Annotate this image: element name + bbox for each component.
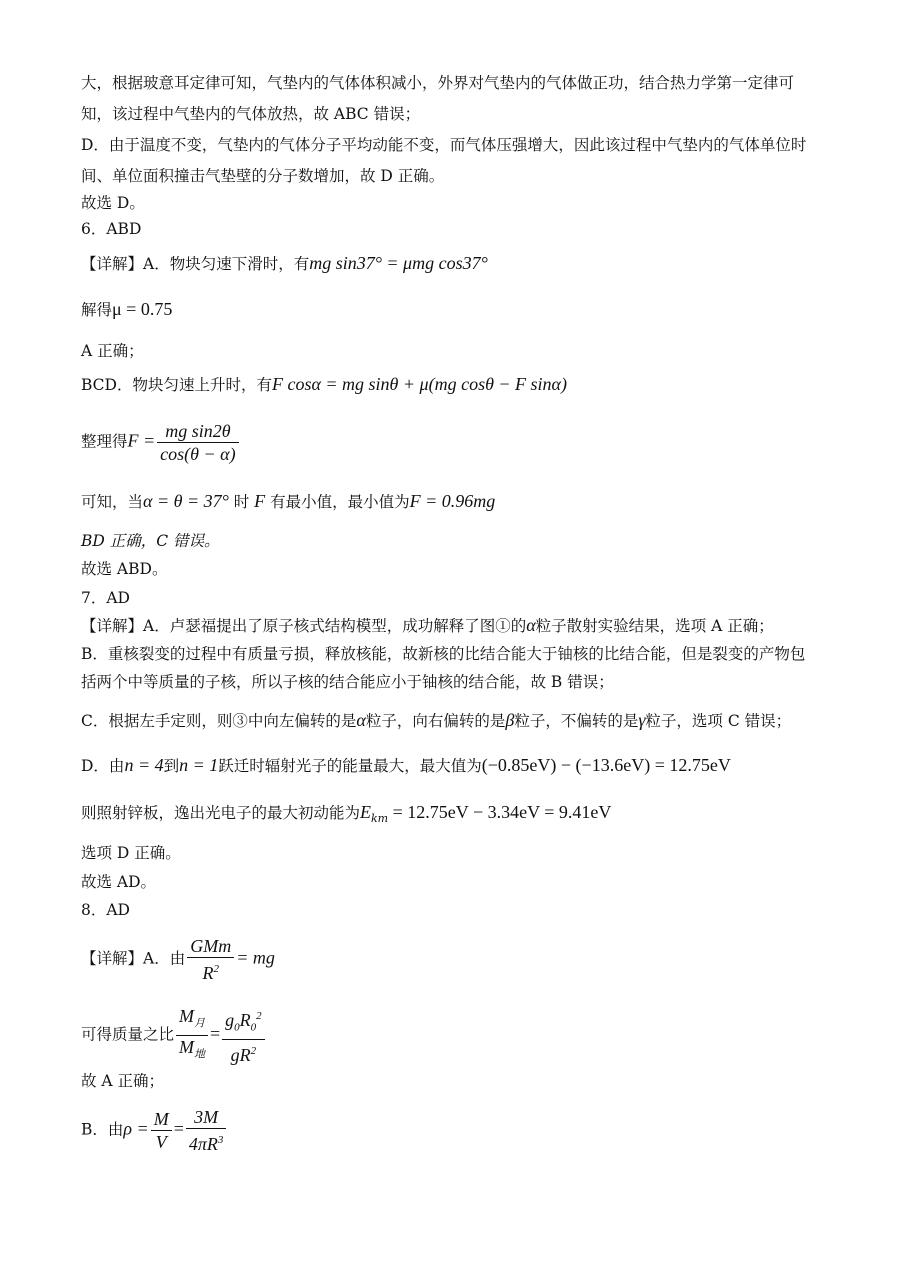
superscript: 2 xyxy=(250,1044,257,1057)
fraction xyxy=(157,420,238,465)
symbol: 4πR xyxy=(188,1134,218,1154)
symbol: F xyxy=(254,491,266,511)
text: D．由 xyxy=(81,757,125,775)
symbol: gR xyxy=(230,1044,251,1065)
q8-line-b xyxy=(81,1005,267,1066)
subscript: 0 xyxy=(250,1021,257,1034)
denominator xyxy=(176,1036,208,1066)
symbol: α xyxy=(526,615,536,635)
superscript: 2 xyxy=(256,1010,262,1022)
text: 解得 xyxy=(81,301,113,319)
text-line: B．重核裂变的过程中有质量亏损，释放核能，故新核的比结合能大于铀核的比结合能，但是裂变的产物包 xyxy=(81,645,806,663)
denominator: cos(θ − α) xyxy=(160,444,236,464)
text-line: 括两个中等质量的子核，所以子核的结合能应小于铀核的结合能，故 B 错误； xyxy=(81,673,614,691)
text: 【详解】A．卢瑟福提出了原子核式结构模型，成功解释了图①的 xyxy=(81,617,527,635)
equation: μ = 0.75 xyxy=(112,299,173,319)
equation: n = 4 xyxy=(124,755,164,775)
equation: mg sin37° = μmg cos37° xyxy=(309,253,488,273)
equation-lhs: F = xyxy=(127,430,156,451)
symbol: α xyxy=(356,710,366,730)
question-6-heading: 6．ABD xyxy=(81,220,142,238)
text-line: 大，根据玻意耳定律可知，气垫内的气体体积减小，外界对气垫内的气体做正功，结合热力学第一定律可 xyxy=(81,74,795,92)
symbol: γ xyxy=(638,710,646,730)
text: 可得质量之比 xyxy=(81,1025,175,1044)
equation: ρ = xyxy=(123,1118,149,1139)
text-line: 知，该过程中气垫内的气体放热，故 ABC 错误； xyxy=(81,105,421,123)
text: C．根据左手定则，则③中向左偏转的是 xyxy=(81,712,357,730)
text-line: 间、单位面积撞击气垫壁的分子数增加，故 D 正确。 xyxy=(81,167,445,185)
equation: F = 0.96mg xyxy=(409,491,496,511)
fraction xyxy=(176,1005,208,1065)
subscript: 0 xyxy=(234,1021,240,1034)
text: 粒子，选项 C 错误； xyxy=(645,712,792,730)
q6-line-e xyxy=(81,420,241,465)
equation: F cosα = mg sinθ + μ(mg cosθ − F sinα) xyxy=(271,374,567,394)
text: 整理得 xyxy=(81,432,128,451)
subscript: km xyxy=(371,812,389,826)
equals: = xyxy=(173,1118,184,1139)
symbol: E xyxy=(360,802,372,822)
superscript: 3 xyxy=(217,1134,224,1146)
q7-line-f xyxy=(81,801,611,830)
numerator: 3M xyxy=(186,1106,227,1129)
q7-line-d xyxy=(81,709,791,732)
denominator: V xyxy=(155,1132,167,1152)
q8-line-d xyxy=(81,1106,228,1155)
q6-line-b xyxy=(81,298,172,321)
numerator xyxy=(222,1005,265,1040)
numerator: M xyxy=(151,1108,172,1131)
text-line: 故选 D。 xyxy=(81,194,145,212)
text-line: A 正确； xyxy=(81,342,144,360)
text: B．由 xyxy=(81,1120,124,1139)
q8-line-a xyxy=(81,935,275,984)
symbol: M xyxy=(179,1006,195,1027)
text: 则照射锌板，逸出光电子的最大初动能为 xyxy=(81,804,361,822)
equals: = xyxy=(210,1023,221,1044)
text: 粒子散射实验结果，选项 A 正确； xyxy=(535,617,774,635)
superscript: 2 xyxy=(213,963,219,975)
subscript: 地 xyxy=(194,1048,206,1061)
q7-line-e xyxy=(81,754,731,777)
text-line: D．由于温度不变，气垫内的气体分子平均动能不变，而气体压强增大，因此该过程中气垫内的气体单位时 xyxy=(81,136,807,154)
q6-line-a xyxy=(81,252,488,275)
text-line: 故 A 正确； xyxy=(81,1072,165,1090)
fraction xyxy=(151,1108,172,1153)
text-line: 选项 D 正确。 xyxy=(81,844,181,862)
text-line: BD 正确，C 错误。 xyxy=(81,532,220,550)
text-line: 故选 ABD。 xyxy=(81,560,168,578)
q7-line-a xyxy=(81,614,774,637)
fraction xyxy=(186,1106,227,1155)
fraction xyxy=(222,1005,265,1066)
symbol: β xyxy=(505,710,515,730)
text: 粒子，不偏转的是 xyxy=(514,712,639,730)
fraction xyxy=(187,935,234,984)
denominator xyxy=(186,1129,227,1155)
numerator: mg sin2θ xyxy=(157,420,238,443)
question-7-heading: 7．AD xyxy=(81,589,130,607)
symbol: R xyxy=(239,1010,251,1030)
text: 有最小值，最小值为 xyxy=(265,493,410,511)
equation: = 12.75eV − 3.34eV = 9.41eV xyxy=(388,802,612,822)
equation: (−0.85eV) − (−13.6eV) = 12.75eV xyxy=(481,755,731,775)
equation: α = θ = 37° xyxy=(143,491,229,511)
symbol: g xyxy=(225,1010,235,1030)
text: 粒子，向右偏转的是 xyxy=(365,712,506,730)
text: BCD．物块匀速上升时，有 xyxy=(81,376,272,394)
equation: n = 1 xyxy=(179,755,219,775)
subscript: 月 xyxy=(194,1017,206,1030)
text: 可知，当 xyxy=(81,493,144,511)
question-8-heading: 8．AD xyxy=(81,901,130,919)
symbol: M xyxy=(179,1036,195,1057)
text-line: 故选 AD。 xyxy=(81,873,157,891)
text: 【详解】A．由 xyxy=(81,949,186,968)
q6-line-f xyxy=(81,490,495,513)
text: 【详解】A．物块匀速下滑时，有 xyxy=(81,255,310,273)
equation: = mg xyxy=(236,947,275,968)
text: 到 xyxy=(163,757,180,775)
numerator: GMm xyxy=(187,935,234,958)
text: 跃迁时辐射光子的能量最大，最大值为 xyxy=(218,757,482,775)
denominator xyxy=(222,1040,265,1066)
denominator xyxy=(187,958,234,984)
text: 时 xyxy=(228,493,255,511)
symbol: R xyxy=(202,963,214,983)
q6-line-d xyxy=(81,373,567,396)
numerator xyxy=(176,1005,208,1036)
